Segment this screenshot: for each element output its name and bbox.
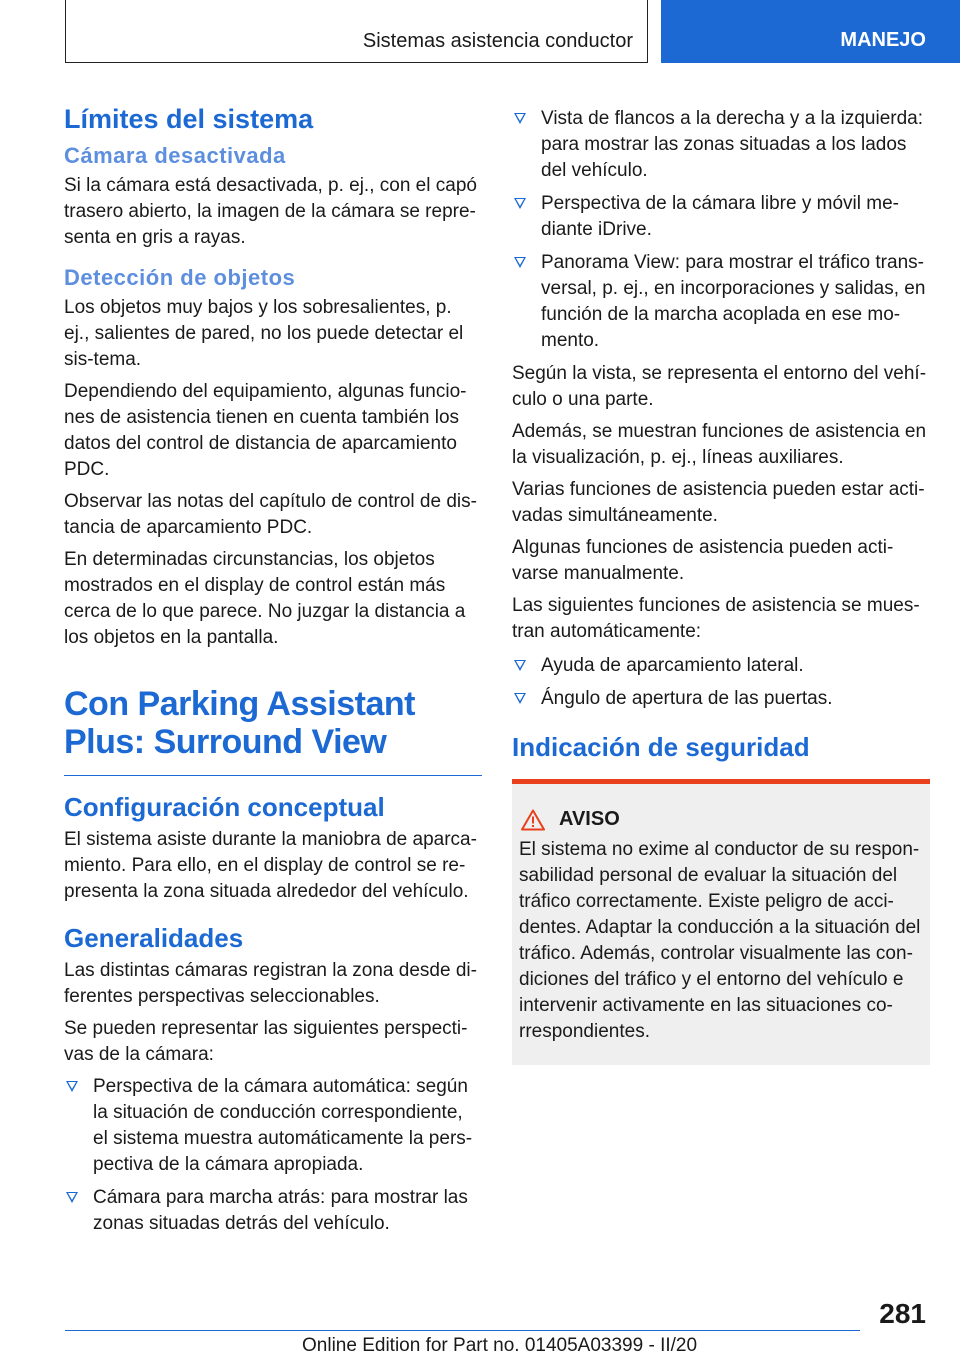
paragraph-assist-manual: Algunas funciones de asistencia pueden acti-varse manualmente. [512, 537, 894, 584]
list-item: Cámara para marcha atrás: para mostrar las zonas situadas detrás del vehículo. [64, 1185, 482, 1237]
warning-box [512, 779, 930, 1065]
bullet-triangle-icon [514, 198, 526, 209]
heading-surround-view: Con Parking Assistant Plus: Surround View [64, 685, 482, 776]
paragraph-object-3: Observar las notas del capítulo de control de dis-tancia de aparcamiento PDC. [64, 491, 477, 538]
perspective-list [64, 1074, 482, 1237]
paragraph-object-1: Los objetos muy bajos y los sobresalientes, p. ej., salientes de pared, no los puede detectar el sis-tema. [64, 297, 464, 370]
page-number: 281 [879, 1298, 926, 1329]
header-section-box [65, 0, 648, 63]
header-section-title: Sistemas asistencia conductor [362, 30, 633, 52]
list-item: Vista de flancos a la derecha y a la izquierda: para mostrar las zonas situadas a los lados del vehículo. [512, 106, 930, 184]
warning-text: El sistema no exime al conductor de su respon-sabilidad personal de evaluar la situación del tráfico correctamente. Existe peligro de acci-dentes. Adaptar la conducción a la situación del tráfico. Además, controlar visualmente las con-diciones del tráfico y el entorno del vehículo e intervenir activamente en las situaciones co-rrespondientes. [519, 839, 921, 1042]
list-item: Perspectiva de la cámara libre y móvil me-diante iDrive. [512, 191, 930, 243]
left-column [64, 100, 482, 1244]
header-chapter-tab[interactable]: MANEJO [661, 0, 960, 63]
heading-camera-off: Cámara desactivada [64, 143, 286, 168]
heading-general: Generalidades [64, 923, 244, 953]
warning-title: AVISO [559, 808, 620, 830]
bullet-triangle-icon [514, 660, 526, 671]
bullet-triangle-icon [514, 113, 526, 124]
list-item: Ángulo de apertura de las puertas. [512, 686, 930, 712]
footer-edition: Online Edition for Part no. 01405A03399 - II/20 [302, 1335, 698, 1356]
perspective-list-continued [512, 106, 930, 354]
warning-header [519, 808, 922, 831]
paragraph-assist-display: Además, se muestran funciones de asistencia en la visualización, p. ej., líneas auxiliares. [512, 421, 927, 468]
paragraph-view: Según la vista, se representa el entorno del vehí-culo o una parte. [512, 363, 927, 410]
paragraph-assist-simultaneous: Varias funciones de asistencia pueden estar acti-vadas simultáneamente. [512, 479, 925, 526]
heading-config: Configuración conceptual [64, 792, 385, 822]
list-item: Perspectiva de la cámara automática: según la situación de conducción correspondiente, el sistema muestra automáticamente la pers-pectiva de la cámara apropiada. [64, 1074, 482, 1178]
right-column [512, 100, 930, 1065]
bullet-triangle-icon [514, 693, 526, 704]
paragraph-config: El sistema asiste durante la maniobra de aparca-miento. Para ello, en el display de control se re-presenta la zona situada alrededor del vehículo. [64, 829, 477, 902]
footer-divider [65, 1330, 860, 1331]
list-item: Ayuda de aparcamiento lateral. [512, 653, 930, 679]
paragraph-assist-automatic: Las siguientes funciones de asistencia se mues-tran automáticamente: [512, 595, 920, 642]
heading-safety: Indicación de seguridad [512, 732, 810, 762]
bullet-triangle-icon [66, 1192, 78, 1203]
paragraph-general-1: Las distintas cámaras registran la zona desde di-ferentes perspectivas seleccionables. [64, 960, 477, 1007]
warning-triangle-icon [521, 809, 545, 831]
paragraph-camera-off: Si la cámara está desactivada, p. ej., con el capó trasero abierto, la imagen de la cámara se repre-senta en gris a rayas. [64, 175, 477, 248]
list-item: Panorama View: para mostrar el tráfico trans-versal, p. ej., en incorporaciones y salidas, en función de la marcha acoplada en ese mo-mento. [512, 250, 930, 354]
bullet-triangle-icon [514, 257, 526, 268]
paragraph-object-4: En determinadas circunstancias, los objetos mostrados en el display de control están más cerca de lo que parece. No juzgar la distancia a los objetos en la pantalla. [64, 549, 466, 648]
paragraph-object-2: Dependiendo del equipamiento, algunas funcio-nes de asistencia tienen en cuenta también los datos del control de distancia de aparcamiento PDC. [64, 381, 467, 480]
bullet-triangle-icon [66, 1081, 78, 1092]
paragraph-general-2: Se pueden representar las siguientes perspecti-vas de la cámara: [64, 1018, 468, 1065]
heading-object-detection: Detección de objetos [64, 265, 296, 290]
heading-limits: Límites del sistema [64, 104, 314, 134]
automatic-functions-list [512, 653, 930, 712]
